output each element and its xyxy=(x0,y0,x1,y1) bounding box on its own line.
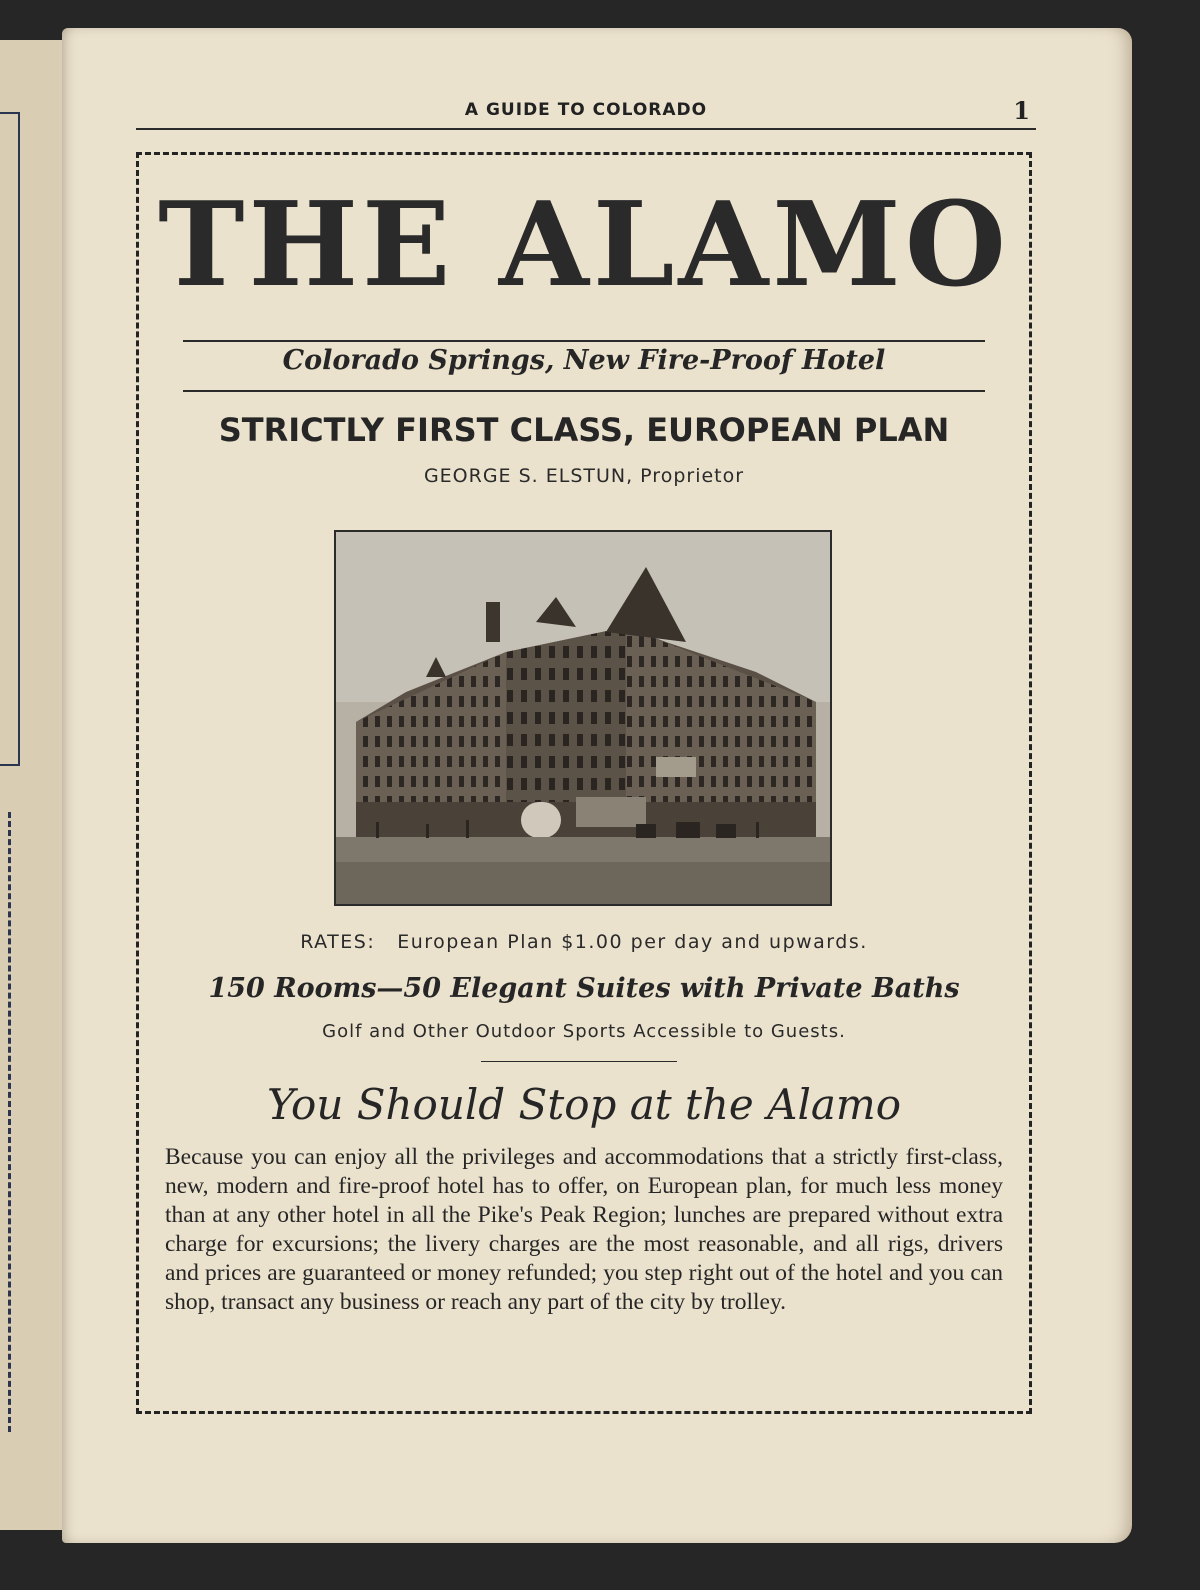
rates-line xyxy=(139,931,1029,953)
hotel-name: THE ALAMO xyxy=(158,177,1010,313)
rates-label: RATES: xyxy=(300,931,376,953)
facing-page-dashed-frame xyxy=(0,812,11,1432)
rates-text: European Plan $1.00 per day and upwards. xyxy=(397,931,868,953)
facing-page-frame xyxy=(0,112,20,766)
class-line: STRICTLY FIRST CLASS, EUROPEAN PLAN xyxy=(218,411,950,449)
hotel-subtitle: Colorado Springs, New Fire-Proof Hotel xyxy=(282,345,886,376)
body-paragraph: Because you can enjoy all the privileges and accommodations that a strictly first-class, new, modern and fire-proof hotel has to offer, on European plan, for much less money than at any other hotel in all the Pike's Peak Region; lunches are prepared without extra charge for excursions; the livery charges are the most reasonable, and all rigs, drivers and prices are guaranteed or money refunded; you step right out of the hotel and you can shop, transact any business or reach any part of the city by trolley. xyxy=(165,1144,1003,1315)
hotel-building-image xyxy=(336,532,830,904)
running-head xyxy=(136,96,1036,130)
headline: You Should Stop at the Alamo xyxy=(266,1080,902,1129)
hotel-photograph xyxy=(334,530,832,906)
divider xyxy=(183,390,985,392)
divider xyxy=(183,340,985,342)
running-title: A GUIDE TO COLORADO xyxy=(464,100,708,120)
advertisement xyxy=(136,152,1032,1414)
rooms-line: 150 Rooms—50 Elegant Suites with Private Baths xyxy=(208,973,960,1004)
short-divider xyxy=(481,1061,677,1062)
proprietor: GEORGE S. ELSTUN, Proprietor xyxy=(423,465,745,487)
sports-line: Golf and Other Outdoor Sports Accessible to Guests. xyxy=(322,1021,846,1042)
page-number: 1 xyxy=(1013,96,1030,125)
